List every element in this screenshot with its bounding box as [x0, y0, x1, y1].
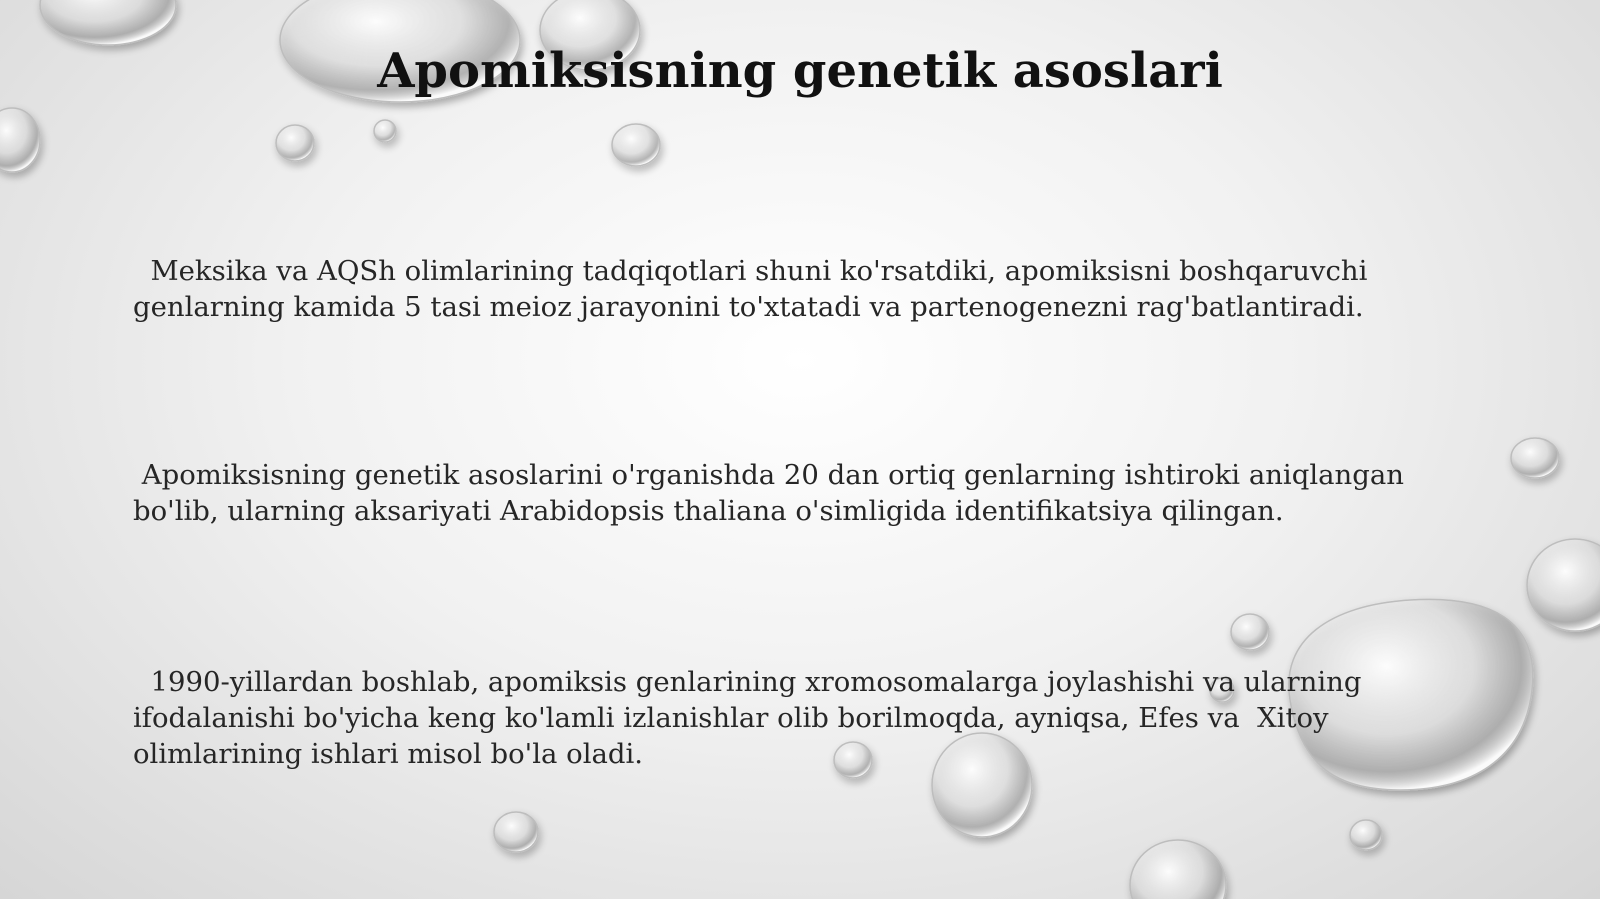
droplet — [1350, 820, 1382, 850]
droplet — [1130, 840, 1226, 899]
paragraph-2: Apomiksisning genetik asoslarini o'rganishda 20 dan ortiq genlarning ishtiroki aniqlangan bo'lib, ularning aksariyati Arabidopsis thaliana o'simligida identifikatsiya qilingan. — [133, 459, 1404, 527]
paragraph-1: Meksika va AQSh olimlarining tadqiqotlari shuni ko'rsatdiki, apomiksisni boshqaruvchi genlarning kamida 5 tasi meioz jarayonini to'xtatadi va partenogenezni rag'batlantiradi. — [133, 255, 1368, 323]
slide-title: Apomiksisning genetik asoslari — [377, 43, 1223, 99]
droplet — [1511, 438, 1559, 478]
droplet — [1527, 539, 1600, 631]
droplet — [276, 125, 314, 161]
droplet — [374, 120, 396, 142]
droplet — [494, 812, 538, 852]
droplet — [0, 108, 40, 172]
paragraph-3: 1990-yillardan boshlab, apomiksis genlarining xromosomalarga joylashishi va ularning ifodalanishi bo'yicha keng ko'lamli izlanishlar olib borilmoqda, ayniqsa, Efes va Xitoy olimlarining ishlari misol bo'la oladi. — [133, 666, 1362, 770]
droplet — [1231, 614, 1269, 650]
droplet — [612, 124, 660, 166]
